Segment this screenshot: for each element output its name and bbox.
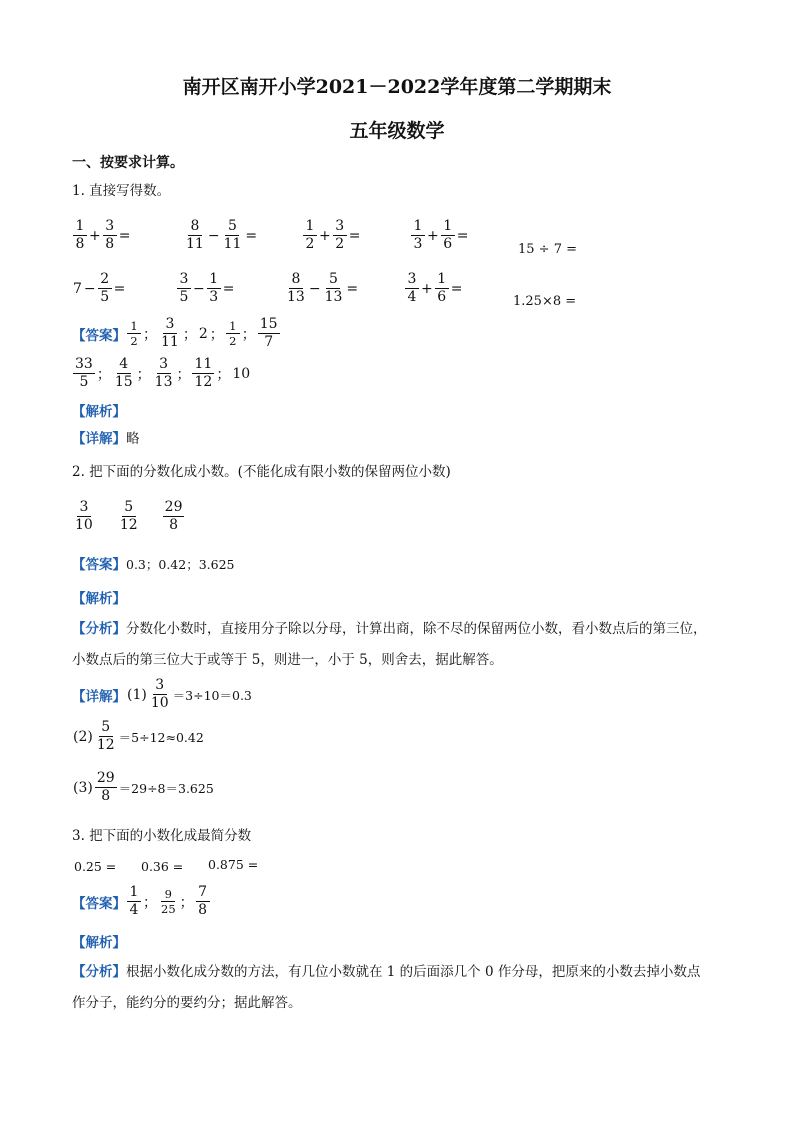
fraction: $\frac{2}{5}$ (98, 271, 112, 306)
fraction: $\frac{33}{5}$ (75, 356, 93, 390)
q3-item-3: 0.875 = (208, 857, 259, 872)
q1-analysis-label: 【解析】 (72, 404, 126, 420)
q3-analysis-line-1: 【分析】根据小数化成分数的方法，有几位小数就在 1 的后面添几个 0 作分母，把原来的小数去掉小数点 (72, 964, 701, 980)
fraction: $\frac{7}{8}$ (196, 884, 210, 919)
q1-answer-line-1: 【答案】 $\frac{1}{2}$ ； $\frac{3}{11}$ ； 2 ； $\frac{1}{2}$ ； $\frac{15}{7}$ (72, 316, 278, 350)
fraction: $\frac{5}{13}$ (324, 271, 343, 305)
fraction: $\frac{8}{13}$ (287, 271, 305, 305)
q3-analysis-line-2: 作分子，能约分的要约分；据此解答。 (72, 995, 302, 1011)
fraction: $\frac{3}{8}$ (103, 218, 117, 253)
q2-analysis-label: 【解析】 (72, 591, 126, 607)
fraction: $\frac{29}{8}$ (164, 499, 183, 533)
q1-item-9: $\frac{3}{4}$ + $\frac{1}{6}$ = (404, 271, 463, 306)
fraction: $\frac{9}{25}$ (161, 887, 176, 916)
q3-heading: 3. 把下面的小数化成最简分数 (72, 828, 252, 844)
fraction: $\frac{11}{12}$ (194, 356, 213, 390)
fraction: $\frac{1}{2}$ (226, 319, 240, 348)
page-subtitle: 五年级数学 (349, 120, 445, 142)
fraction: $\frac{1}{2}$ (127, 319, 141, 348)
fraction: $\frac{29}{8}$ (96, 770, 115, 804)
q3-analysis-label: 【解析】 (72, 935, 126, 951)
q1-item-4: $\frac{1}{3}$ + $\frac{1}{6}$ = (410, 218, 469, 253)
q1-item-2: $\frac{8}{11}$ − $\frac{5}{11}$ = (186, 218, 258, 252)
fraction: $\frac{1}{6}$ (441, 218, 455, 253)
fraction: $\frac{3}{5}$ (177, 271, 191, 306)
fraction: $\frac{3}{4}$ (405, 271, 419, 306)
fraction: $\frac{4}{15}$ (114, 356, 133, 390)
fraction: $\frac{15}{7}$ (259, 316, 278, 350)
q3-answer: 【答案】 $\frac{1}{4}$ ； $\frac{9}{25}$ ； $\frac{7}{8}$ (72, 884, 211, 919)
fraction: $\frac{3}{2}$ (333, 218, 347, 253)
q1-item-5: 15 ÷ 7 = (518, 242, 577, 257)
q1-heading: 1. 直接写得数。 (72, 183, 171, 199)
q2-detail-3: (3) $\frac{29}{8}$ ＝29÷8＝3.625 (73, 770, 214, 804)
fraction: $\frac{8}{11}$ (186, 218, 204, 252)
fraction: $\frac{5}{12}$ (119, 499, 138, 533)
section-heading: 一、按要求计算。 (72, 155, 184, 171)
q2-answer: 【答案】0.3；0.42；3.625 (72, 557, 235, 573)
q1-item-8: $\frac{8}{13}$ − $\frac{5}{13}$ = (287, 271, 359, 305)
fraction: $\frac{1}{3}$ (411, 218, 425, 253)
q1-answer-line-2: $\frac{33}{5}$ ； $\frac{4}{15}$ ； $\frac{3}{13}$ ； $\frac{11}{12}$ ； 10 (75, 356, 251, 390)
fraction: $\frac{3}{13}$ (154, 356, 173, 390)
q1-item-3: $\frac{1}{2}$ + $\frac{3}{2}$ = (302, 218, 361, 253)
q1-item-10: 1.25×8 = (513, 294, 577, 309)
fraction: $\frac{5}{11}$ (223, 218, 242, 252)
q1-item-7: $\frac{3}{5}$ − $\frac{1}{3}$ = (176, 271, 235, 306)
q2-detail-2: (2) $\frac{5}{12}$ ＝5÷12≈0.42 (73, 719, 204, 753)
fraction: $\frac{1}{4}$ (127, 884, 141, 919)
fraction: $\frac{1}{2}$ (303, 218, 317, 253)
q2-analysis-line-2: 小数点后的第三位大于或等于 5，则进一，小于 5，则舍去，据此解答。 (72, 652, 503, 668)
q2-fractions (72, 499, 185, 534)
q2-analysis-line-1: 【分析】分数化小数时，直接用分子除以分母，计算出商，除不尽的保留两位小数，看小数点后的第三位， (72, 621, 707, 637)
q3-item-2: 0.36 = (141, 859, 184, 874)
q2-detail-1: 【详解】 (1) $\frac{3}{10}$ ＝3÷10＝0.3 (72, 677, 252, 711)
fraction: $\frac{3}{10}$ (150, 677, 169, 711)
q2-heading: 2. 把下面的分数化成小数。(不能化成有限小数的保留两位小数) (72, 464, 451, 480)
q1-item-6: 7 − $\frac{2}{5}$ = (73, 271, 126, 305)
fraction: $\frac{1}{3}$ (207, 271, 221, 306)
fraction: $\frac{3}{11}$ (161, 316, 179, 350)
page-title: 南开区南开小学2021－2022学年度第二学期期末 (182, 76, 612, 98)
fraction: $\frac{3}{10}$ (75, 499, 93, 533)
q3-item-1: 0.25 = (74, 859, 117, 874)
q1-item-1: $\frac{1}{8}$ + $\frac{3}{8}$ = (72, 218, 131, 253)
fraction: $\frac{1}{8}$ (73, 218, 87, 253)
answer-label: 【答案】 (72, 327, 126, 344)
q1-detail: 【详解】略 (72, 431, 140, 447)
fraction: $\frac{1}{6}$ (435, 271, 449, 306)
fraction: $\frac{5}{12}$ (96, 719, 115, 753)
